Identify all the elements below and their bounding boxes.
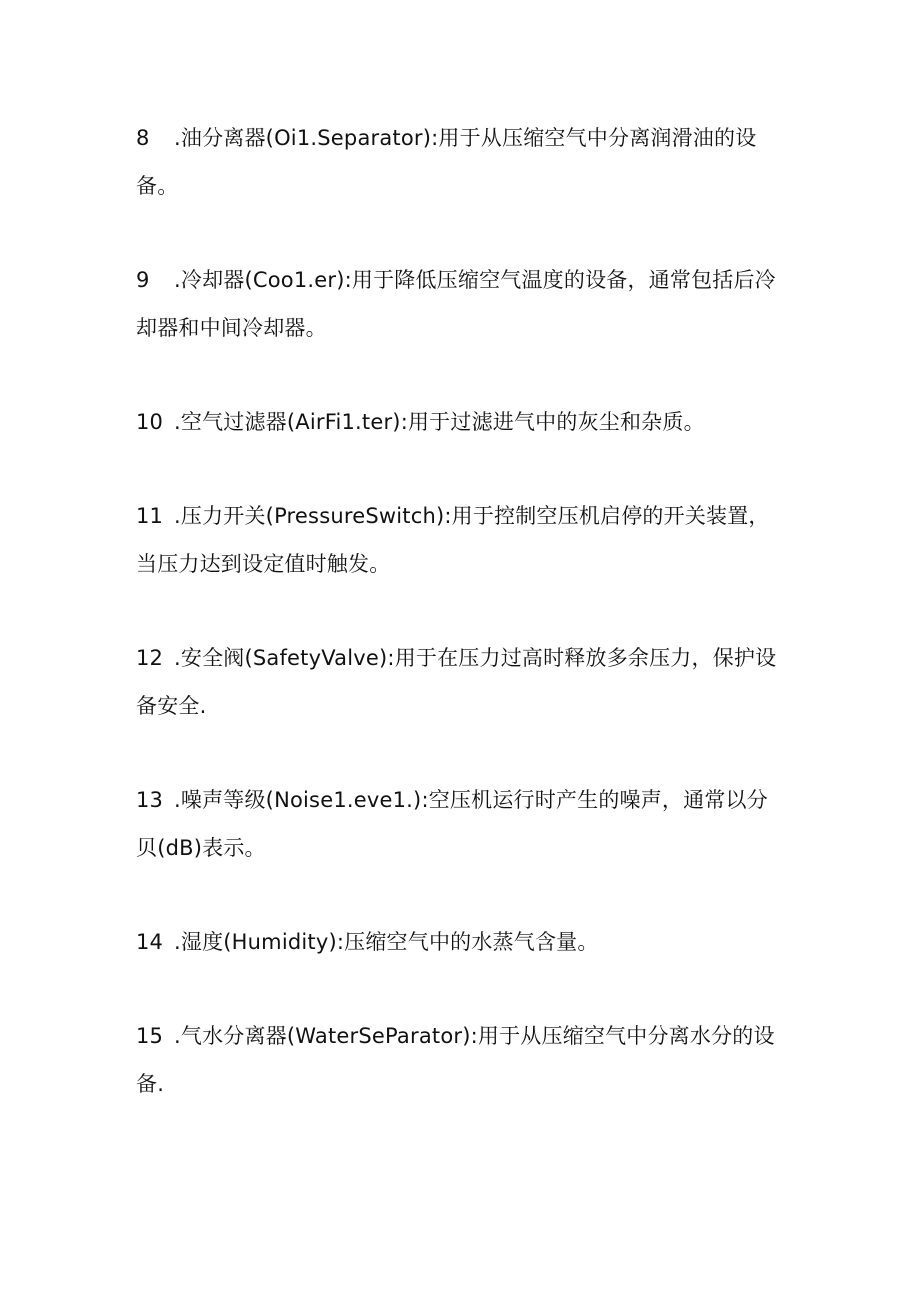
- entry-number: 11: [136, 504, 164, 528]
- glossary-entry-15: [136, 1012, 786, 1108]
- glossary-entry-14: [136, 918, 786, 966]
- glossary-list: [136, 114, 786, 1154]
- entry-text: .压力开关(PressureSwitch):用于控制空压机启停的开关装置，当压力达到设定值时触发。: [136, 504, 770, 576]
- entry-text: .噪声等级(Noise1.eve1.):空压机运行时产生的噪声，通常以分贝(dB)表示。: [136, 788, 768, 860]
- entry-number: 10: [136, 410, 164, 434]
- glossary-entry-13: [136, 776, 786, 872]
- glossary-entry-10: [136, 398, 786, 446]
- entry-number: 15: [136, 1024, 164, 1048]
- glossary-entry-12: [136, 634, 786, 730]
- entry-number: 8: [136, 126, 150, 150]
- entry-text: .油分离器(Oi1.Separator):用于从压缩空气中分离润滑油的设备。: [136, 126, 757, 198]
- entry-number: 14: [136, 930, 164, 954]
- entry-number: 9: [136, 268, 150, 292]
- entry-text: .空气过滤器(AirFi1.ter):用于过滤进气中的灰尘和杂质。: [174, 410, 705, 434]
- entry-text: .冷却器(Coo1.er):用于降低压缩空气温度的设备，通常包括后冷却器和中间冷却器。: [136, 268, 776, 340]
- glossary-entry-9: [136, 256, 786, 352]
- entry-text: .气水分离器(WaterSeParator):用于从压缩空气中分离水分的设备.: [136, 1024, 775, 1096]
- entry-number: 12: [136, 646, 164, 670]
- entry-text: .安全阀(SafetyValve):用于在压力过高时释放多余压力，保护设备安全.: [136, 646, 777, 718]
- entry-text: .湿度(Humidity):压缩空气中的水蒸气含量。: [174, 930, 599, 954]
- glossary-entry-8: [136, 114, 786, 210]
- glossary-entry-11: [136, 492, 786, 588]
- entry-number: 13: [136, 788, 164, 812]
